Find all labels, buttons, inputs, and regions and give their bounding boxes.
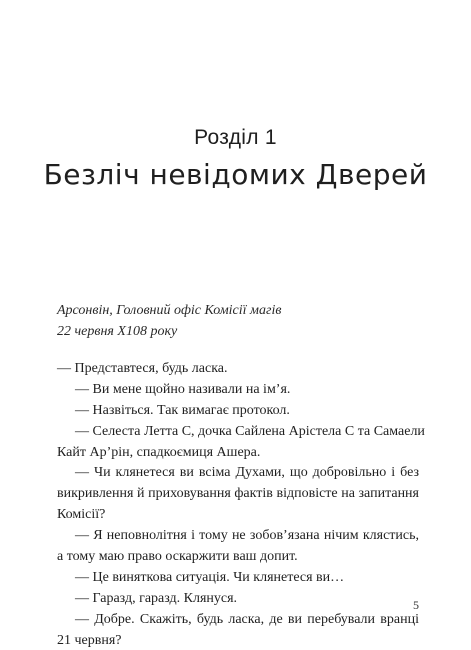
- text-line: — Представтеся, будь ласка.: [57, 361, 228, 376]
- text-line: — Назвіться. Так вимагає протокол.: [75, 402, 290, 418]
- dialogue-text: [57, 359, 425, 650]
- text-line: — Я неповнолітня і тому не зобов’язана нічим клястись,: [75, 528, 419, 544]
- epigraph: [57, 300, 437, 342]
- text-line: Комісії?: [57, 507, 106, 523]
- text-line: — Селеста Летта С, дочка Сайлена Арістела С та Самаели: [75, 423, 425, 439]
- text-line: викривлення й приховування фактів відповісте на запитання: [57, 486, 419, 502]
- chapter-title: Безліч невідомих Дверей: [43, 158, 428, 191]
- text-line: — Добре. Скажіть, будь ласка, де ви перебували вранці: [75, 611, 419, 627]
- text-line: 21 червня?: [57, 632, 122, 648]
- text-line: Кайт Ар’рін, спадкоємиця Ашера.: [57, 444, 261, 460]
- text-line: — Гаразд, гаразд. Клянуся.: [75, 590, 238, 606]
- epigraph-place: Арсонвін, Головний офіс Комісії магів: [57, 303, 282, 318]
- chapter-label: Розділ 1: [194, 126, 277, 149]
- text-line: — Це виняткова ситуація. Чи клянетеся ви…: [75, 569, 345, 585]
- epigraph-date: 22 червня Х108 року: [57, 324, 178, 339]
- page-number: 5: [413, 598, 419, 612]
- text-line: — Ви мене щойно називали на ім’я.: [75, 381, 291, 397]
- text-line: а тому маю право оскаржити ваш допит.: [57, 549, 298, 565]
- text-line: — Чи клянетеся ви всіма Духами, що добровільно і без: [75, 465, 419, 481]
